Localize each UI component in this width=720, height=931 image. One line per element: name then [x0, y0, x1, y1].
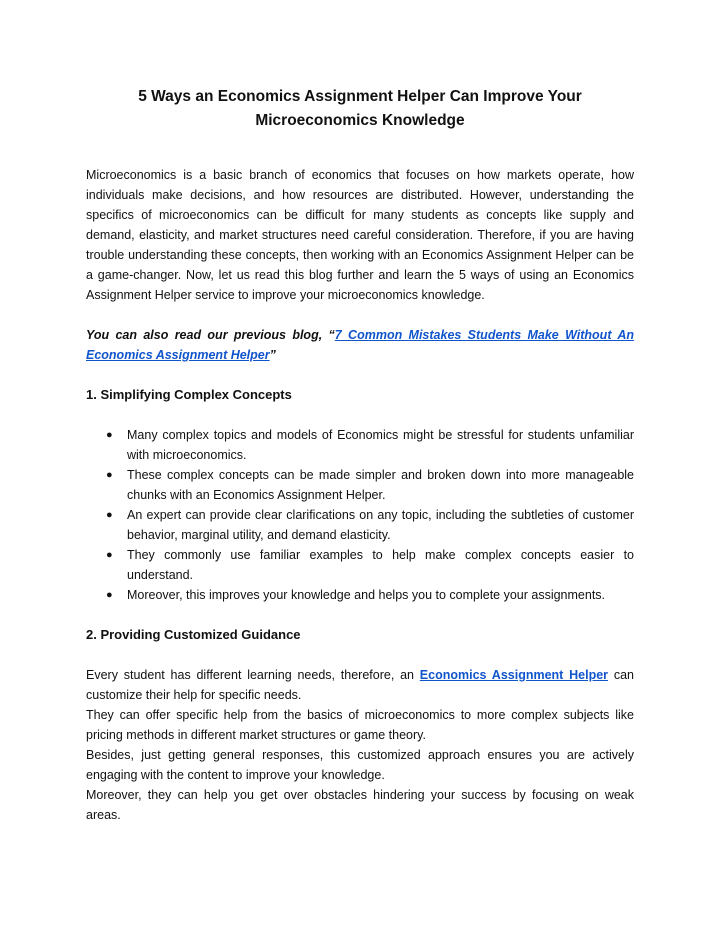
previous-blog-suffix: ”: [269, 348, 276, 362]
list-item-text: Moreover, this improves your knowledge and helps you to complete your assignments.: [127, 588, 606, 602]
list-item: [86, 545, 634, 585]
list-item: [86, 425, 634, 465]
section-2-heading: 2. Providing Customized Guidance: [86, 627, 301, 642]
list-item: [86, 505, 634, 545]
intro-paragraph: Microeconomics is a basic branch of economics that focuses on how markets operate, how individuals make decisions, and how resources are distributed. However, understanding the specifics of microeconomics can be difficult for many students as concepts like supply and demand, elasticity, and market structures need careful consideration. Therefore, if you are having trouble understanding these concepts, then working with an Economics Assignment Helper can be a game-changer. Now, let us read this blog further and learn the 5 ways of using an Economics Assignment Helper service to improve your microeconomics knowledge.: [86, 168, 634, 302]
previous-blog-note: [86, 325, 634, 365]
bullet-icon: ●: [106, 549, 113, 561]
title-line-2: Microeconomics Knowledge: [255, 112, 465, 129]
bullet-icon: ●: [106, 469, 113, 481]
list-item: [86, 585, 634, 605]
section-2-paragraph-1: [86, 665, 634, 705]
list-item-text: Many complex topics and models of Economics might be stressful for students unfamiliar with microeconomics.: [127, 428, 634, 462]
section-2-para1-suffix: can customize their help for specific needs.: [86, 668, 634, 702]
section-2-body: [86, 665, 634, 825]
list-item-text: An expert can provide clear clarifications on any topic, including the subtleties of customer behavior, marginal utility, and demand elasticity.: [127, 508, 634, 542]
bullet-icon: ●: [106, 589, 113, 601]
document-title: [86, 85, 634, 133]
bullet-icon: ●: [106, 509, 113, 521]
title-line-1: 5 Ways an Economics Assignment Helper Can Improve Your: [138, 88, 582, 105]
section-2-paragraph-2: They can offer specific help from the basics of microeconomics to more complex subjects like pricing methods in different market structures or game theory.: [86, 708, 634, 742]
section-2-para1-prefix: Every student has different learning needs, therefore, an: [86, 668, 420, 682]
economics-assignment-helper-link[interactable]: Economics Assignment Helper: [419, 668, 609, 682]
bullet-icon: ●: [106, 429, 113, 441]
section-2-paragraph-4: Moreover, they can help you get over obstacles hindering your success by focusing on weak areas.: [86, 788, 634, 822]
list-item-text: These complex concepts can be made simpler and broken down into more manageable chunks with an Economics Assignment Helper.: [127, 468, 634, 502]
list-item: [86, 465, 634, 505]
list-item-text: They commonly use familiar examples to help make complex concepts easier to understand.: [127, 548, 634, 582]
section-1-bullet-list: [86, 425, 634, 605]
section-1-heading: 1. Simplifying Complex Concepts: [86, 387, 292, 402]
previous-blog-prefix: You can also read our previous blog, “: [86, 328, 335, 342]
section-2-paragraph-3: Besides, just getting general responses, this customized approach ensures you are actively engaging with the content to improve your knowledge.: [86, 748, 634, 782]
previous-blog-link[interactable]: 7 Common Mistakes Students Make Without An Economics Assignment Helper: [86, 328, 635, 362]
